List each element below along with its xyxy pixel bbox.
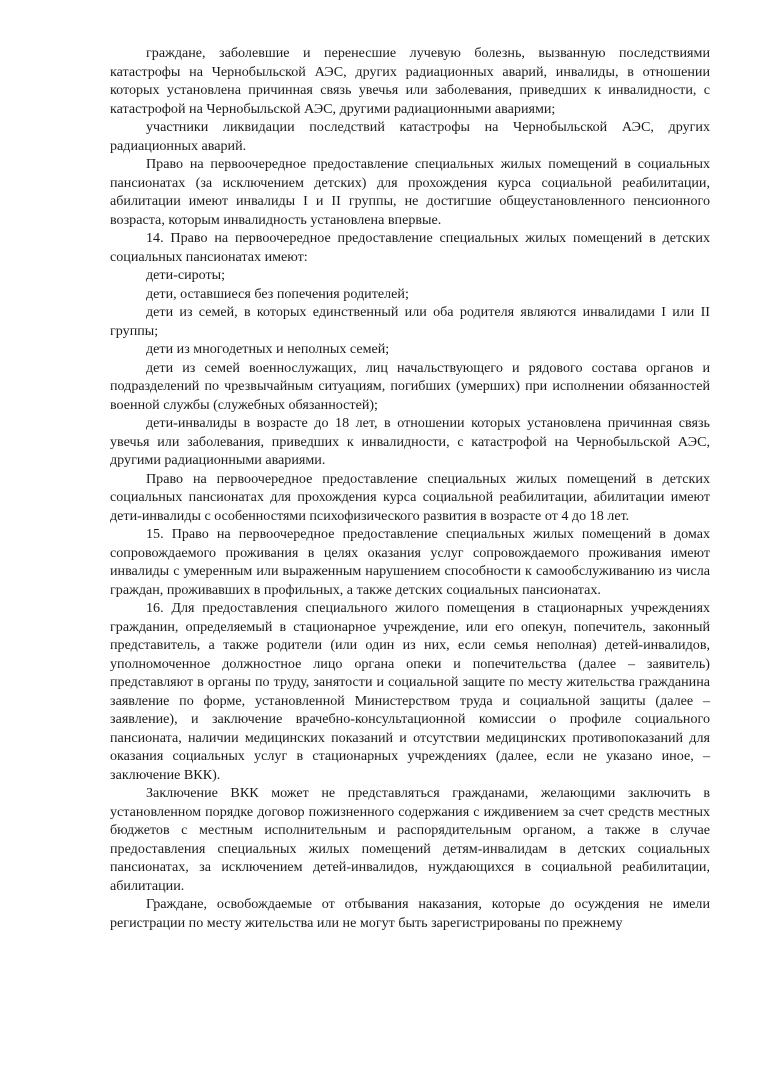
paragraph: Заключение ВКК может не представляться гражданами, желающими заключить в установленном порядке договор пожизненного содержания с иждивением за счет средств местных бюджетов с местным исполнительным и распорядительным органом, а также в случае предоставления специальных жилых помещений детям-инвалидам в детских социальных пансионатах, за исключением детей-инвалидов, нуждающихся в социальной реабилитации, абилитации. [110, 785, 710, 894]
paragraph: Право на первоочередное предоставление специальных жилых помещений в детских социальных пансионатах для прохождения курса социальной реабилитации, абилитации имеют дети-инвалиды с особенностями психофизического развития в возрасте от 4 до 18 лет. [110, 470, 710, 524]
paragraph: дети, оставшиеся без попечения родителей; [146, 285, 409, 302]
paragraph: дети-инвалиды в возрасте до 18 лет, в отношении которых установлена причинная связь увечья или заболевания, приведших к инвалидности, с катастрофой на Чернобыльской АЭС, другими радиационными авариями. [110, 415, 710, 468]
paragraph: Граждане, освобождаемые от отбывания наказания, которые до осуждения не имели регистрации по месту жительства или не могут быть зарегистрированы по прежнему [110, 896, 710, 931]
paragraph: дети из семей военнослужащих, лиц начальствующего и рядового состава органов и подразделений по чрезвычайным ситуациям, погибших (умерших) при исполнении обязанностей военной службы (служебных обязанностей); [110, 359, 710, 413]
paragraph: дети из многодетных и неполных семей; [146, 341, 390, 357]
paragraph: участники ликвидации последствий катастрофы на Чернобыльской АЭС, других радиационных аварий. [110, 119, 710, 154]
paragraph: дети из семей, в которых единственный или оба родителя являются инвалидами I или II группы; [110, 304, 710, 339]
paragraph: Право на первоочередное предоставление специальных жилых помещений в социальных пансионатах (за исключением детских) для прохождения курса социальной реабилитации, абилитации имеют инвалиды I и II группы, не достигшие общеустановленного пенсионного возраста, которым инвалидность установлена впервые. [110, 156, 710, 228]
document-page [110, 44, 710, 932]
paragraph: граждане, заболевшие и перенесшие лучевую болезнь, вызванную последствиями катастрофы на Чернобыльской АЭС, других радиационных аварий, инвалиды, в отношении которых установлена причинная связь увечья или заболевания, приведших к инвалидности, с катастрофой на Чернобыльской АЭС, другими радиационными авариями; [110, 45, 710, 117]
paragraph: 15. Право на первоочередное предоставление специальных жилых помещений в домах сопровождаемого проживания в целях оказания услуг сопровождаемого проживания имеют инвалиды с умеренным или выраженным нарушением способности к самообслуживанию из числа граждан, проживавших в профильных, а также детских социальных пансионатах. [110, 526, 710, 598]
paragraph: 14. Право на первоочередное предоставление специальных жилых помещений в детских социальных пансионатах имеют: [110, 230, 710, 265]
paragraph: дети-сироты; [146, 267, 226, 283]
paragraph: 16. Для предоставления специального жилого помещения в стационарных учреждениях гражданин, определяемый в стационарное учреждение, или его опекун, попечитель, законный представитель, а также родители (или один из них, если семья неполная) детей-инвалидов, уполномоченное должностное лицо органа опеки и попечительства (далее – заявитель) представляют в органы по труду, занятости и социальной защите по месту жительства гражданина заявление по форме, установленной Министерством труда и социальной защиты (далее – заявление), и заключение врачебно-консультационной комиссии о профиле социального пансионата, наличии медицинских показаний и отсутствии медицинских противопоказаний для оказания социальных услуг в стационарных учреждениях (далее, если не указано иное, – заключение ВКК). [110, 600, 710, 783]
